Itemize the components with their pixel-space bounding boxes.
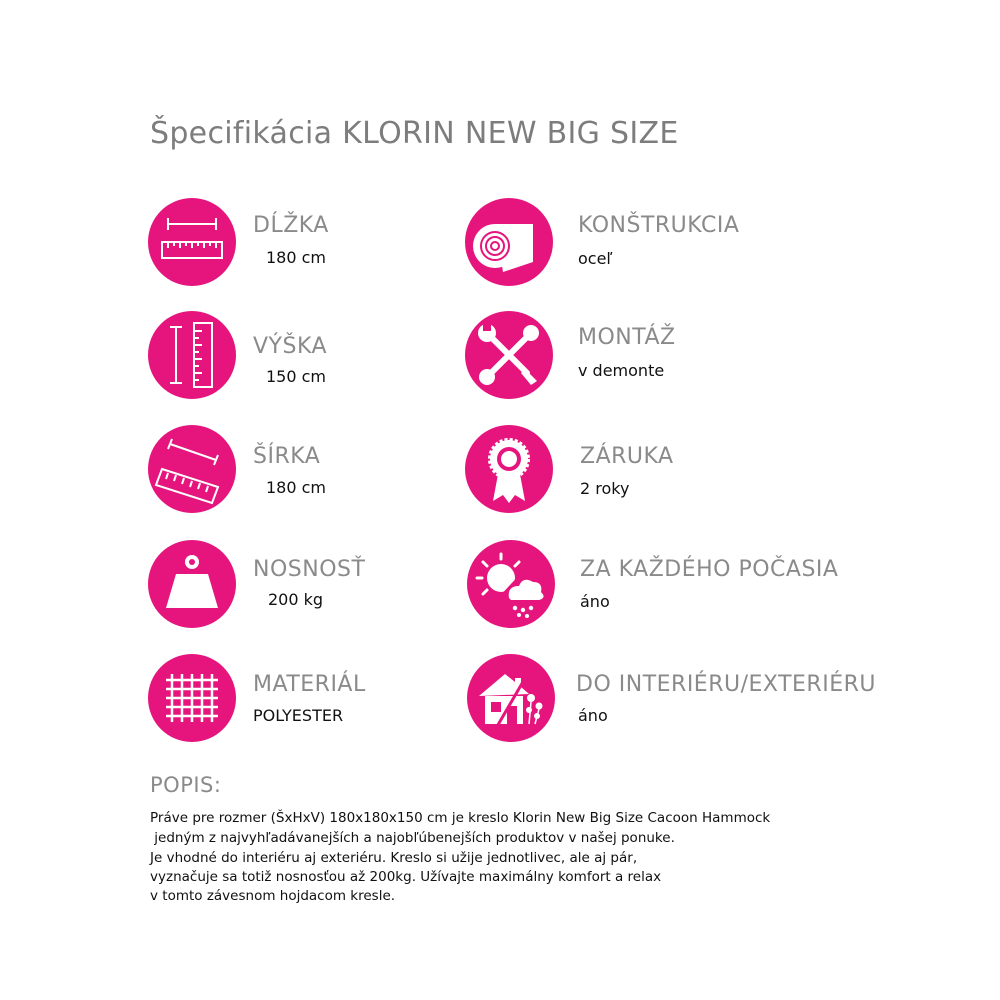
spec-label: ZÁRUKA bbox=[580, 444, 674, 469]
spec-value: v demonte bbox=[578, 361, 665, 380]
tools-icon bbox=[465, 311, 553, 399]
spec-value: 200 kg bbox=[268, 590, 324, 609]
ruler-vertical-icon bbox=[148, 311, 236, 399]
steel-roll-icon bbox=[465, 198, 553, 286]
spec-label: ZA KAŽDÉHO POČASIA bbox=[580, 557, 839, 582]
spec-value: áno bbox=[580, 592, 610, 611]
weather-icon bbox=[467, 540, 555, 628]
description-line: v tomto závesnom hojdacom kresle. bbox=[150, 888, 396, 904]
spec-value: oceľ bbox=[578, 249, 613, 268]
spec-label: DĹŽKA bbox=[253, 213, 329, 238]
spec-label: NOSNOSŤ bbox=[253, 557, 366, 582]
description-line: Práve pre rozmer (ŠxHxV) 180x180x150 cm je kreslo Klorin New Big Size Cacoon Hammock bbox=[150, 810, 771, 826]
spec-value: 180 cm bbox=[266, 478, 327, 497]
spec-label: MATERIÁL bbox=[253, 672, 366, 697]
description-heading: POPIS: bbox=[150, 773, 222, 797]
spec-value: 150 cm bbox=[266, 367, 327, 386]
description-line: jedným z najvyhľadávanejších a najobľúbenejších produktov v našej ponuke. bbox=[150, 830, 675, 846]
spec-label: ŠÍRKA bbox=[253, 444, 321, 469]
award-ribbon-icon bbox=[465, 425, 553, 513]
description-line: Je vhodné do interiéru aj exteriéru. Kreslo si užije jednotlivec, ale aj pár, bbox=[150, 850, 638, 866]
ruler-horizontal-icon bbox=[148, 198, 236, 286]
spec-label: VÝŠKA bbox=[253, 334, 328, 359]
fabric-weave-icon bbox=[148, 654, 236, 742]
weight-icon bbox=[148, 540, 236, 628]
spec-label: MONTÁŽ bbox=[578, 325, 676, 350]
page-title: Špecifikácia KLORIN NEW BIG SIZE bbox=[150, 116, 679, 151]
spec-value: áno bbox=[578, 706, 608, 725]
spec-value: 180 cm bbox=[266, 248, 327, 267]
spec-value: 2 roky bbox=[580, 479, 630, 498]
spec-label: DO INTERIÉRU/EXTERIÉRU bbox=[576, 672, 876, 697]
description-line: vyznačuje sa totiž nosnosťou až 200kg. Užívajte maximálny komfort a relax bbox=[150, 869, 662, 885]
ruler-diagonal-icon bbox=[148, 425, 236, 513]
spec-value: POLYESTER bbox=[253, 706, 344, 725]
spec-label: KONŠTRUKCIA bbox=[578, 213, 740, 238]
house-garden-icon bbox=[467, 654, 555, 742]
